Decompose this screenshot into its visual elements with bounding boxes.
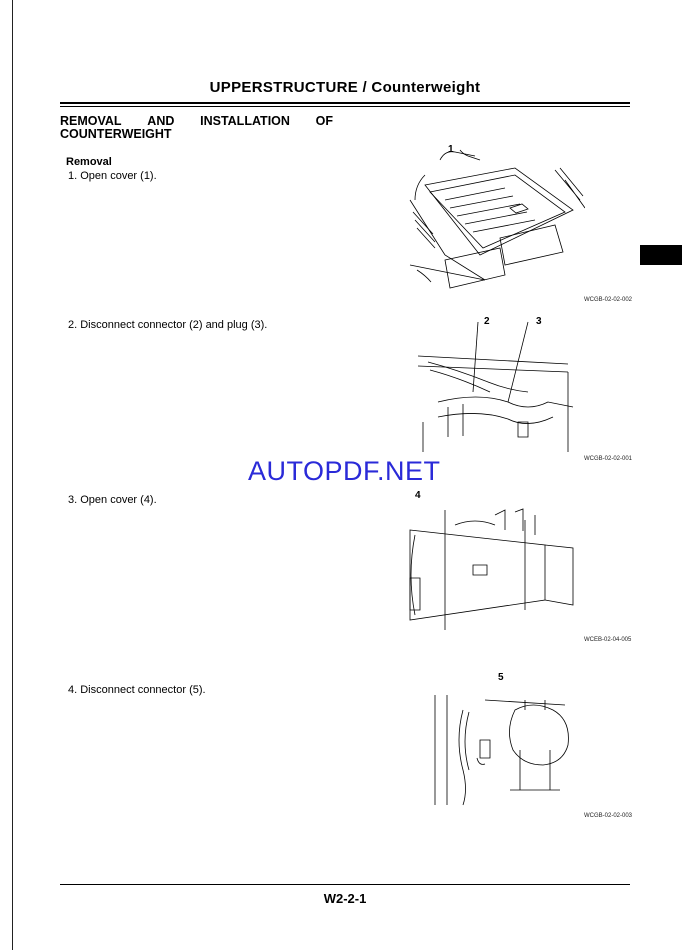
figure-1-callout-1: 1 [448,144,454,155]
step-1-text: 1. Open cover (1). [68,170,157,182]
figure-2-code: WCGB-02-02-001 [584,456,633,462]
figure-3-code: WCEB-02-04-005 [584,637,632,643]
section-title-word: AND [147,114,175,128]
figure-1-code: WCGB-02-02-002 [584,297,633,303]
figure-4-code: WCGB-02-02-003 [584,813,633,819]
header-rule-thin [60,106,630,107]
section-title [60,115,333,141]
figure-4-callout-5: 5 [498,672,504,683]
page-header-title: UPPERSTRUCTURE / Counterweight [209,79,481,96]
section-title-line2: COUNTERWEIGHT [60,127,172,141]
binding-edge [0,0,12,950]
removal-subheading: Removal [66,156,112,168]
header-rule [60,102,630,104]
section-title-word: OF [315,114,333,128]
footer-rule [60,884,630,885]
page-number: W2-2-1 [323,891,367,906]
step-4-text: 4. Disconnect connector (5). [68,684,206,696]
section-title-word: REMOVAL [60,114,122,128]
figure-2-connector-plug [418,312,578,452]
figure-2-callout-3: 3 [536,316,542,327]
figure-3-open-cover [405,490,575,635]
binding-edge-line [12,0,13,950]
step-3-text: 3. Open cover (4). [68,494,157,506]
figure-4-connector [425,680,575,810]
watermark-text: AUTOPDF.NET [248,456,441,486]
figure-3-callout-4: 4 [415,490,421,501]
section-tab-marker [640,245,682,265]
figure-1-open-cover [405,140,585,300]
step-2-text: 2. Disconnect connector (2) and plug (3). [68,319,268,331]
figure-2-callout-2: 2 [484,316,490,327]
section-title-word: INSTALLATION [200,114,290,128]
